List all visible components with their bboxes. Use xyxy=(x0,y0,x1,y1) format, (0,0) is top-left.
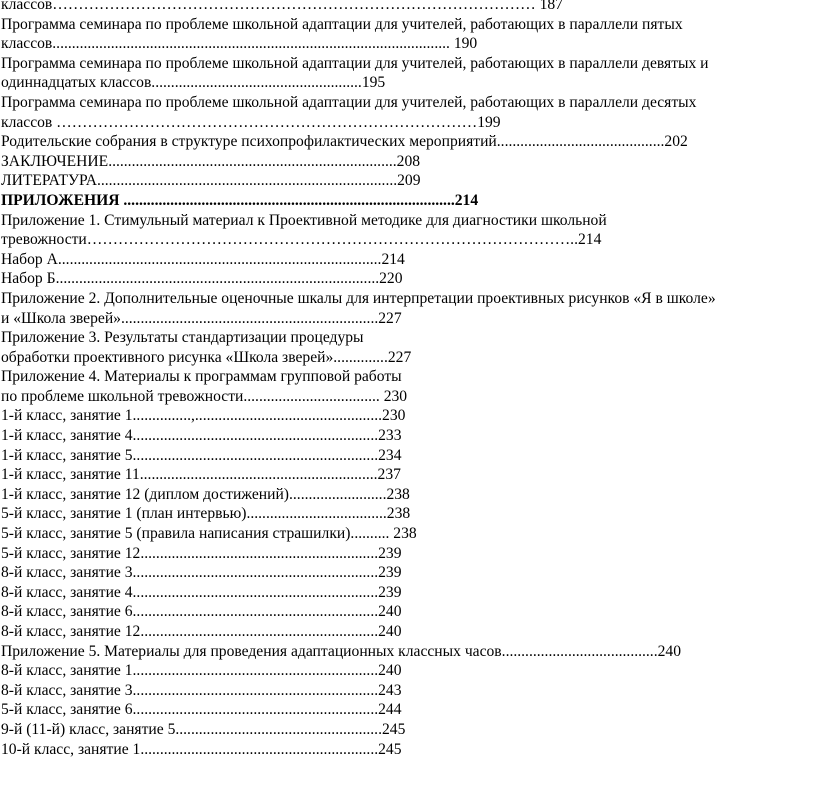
toc-line: Приложение 3. Результаты стандартизации процедуры xyxy=(1,329,364,347)
toc-line: 8-й класс, занятие 3...............................................................239 xyxy=(1,564,402,582)
toc-line: Приложение 4. Материалы к программам групповой работы xyxy=(1,368,402,386)
toc-line: Родительские собрания в структуре психопрофилактических мероприятий...........................................202 xyxy=(1,133,688,151)
toc-line: ЛИТЕРАТУРА.............................................................................209 xyxy=(1,172,421,190)
toc-line: 1-й класс, занятие 1...............,................................................230 xyxy=(1,407,406,425)
toc-line: 8-й класс, занятие 1...............................................................240 xyxy=(1,662,402,680)
toc-line: 1-й класс, занятие 5...............................................................234 xyxy=(1,446,402,464)
toc-line: 8-й класс, занятие 12.............................................................240 xyxy=(1,623,402,640)
toc-line: 8-й класс, занятие 4...............................................................239 xyxy=(1,583,402,601)
toc-line: 1-й класс, занятие 11.............................................................237 xyxy=(1,466,401,484)
toc-line: одиннадцатых классов......................................................195 xyxy=(1,74,386,92)
toc-line: тревожности…………………………………………………………………………………..214 xyxy=(1,231,602,249)
toc-line: классов………………………………………………………………………………… 187 xyxy=(1,0,563,13)
toc-line: 8-й класс, занятие 6...............................................................240 xyxy=(1,603,402,621)
toc-line: 8-й класс, занятие 3...............................................................243 xyxy=(1,681,402,699)
toc-line: и «Школа зверей»..................................................................227 xyxy=(1,309,402,327)
toc-line: обработки проективного рисунка «Школа зверей»..............227 xyxy=(1,348,412,366)
toc-line: Набор А...................................................................................214 xyxy=(1,250,405,268)
toc-line: Программа семинара по проблеме школьной адаптации для учителей, работающих в параллели девятых и xyxy=(1,54,709,72)
toc-line: 5-й класс, занятие 5 (правила написания страшилки).......... 238 xyxy=(1,525,417,543)
toc-line: Набор Б...................................................................................220 xyxy=(1,270,403,288)
toc-line: классов...................................................................................................... 190 xyxy=(1,35,478,53)
toc-line: Программа семинара по проблеме школьной адаптации для учителей, работающих в параллели пятых xyxy=(1,15,683,33)
toc-line: 9-й (11-й) класс, занятие 5.....................................................245 xyxy=(1,720,406,738)
toc-line: Приложение 1. Стимульный материал к Проективной методике для диагностики школьной xyxy=(1,211,607,229)
toc-line: Программа семинара по проблеме школьной адаптации для учителей, работающих в параллели десятых xyxy=(1,93,697,111)
toc-line: 5-й класс, занятие 12.............................................................239 xyxy=(1,544,402,562)
toc-line: 5-й класс, занятие 6...............................................................244 xyxy=(1,701,402,719)
toc-line: Приложение 5. Материалы для проведения адаптационных классных часов........................................240 xyxy=(1,642,681,660)
toc-line: 1-й класс, занятие 12 (диплом достижений).........................238 xyxy=(1,485,410,503)
toc-line: 1-й класс, занятие 4...............................................................233 xyxy=(1,427,402,445)
toc-line: ПРИЛОЖЕНИЯ .....................................................................................214 xyxy=(1,191,479,209)
toc-line: 5-й класс, занятие 1 (план интервью)....................................238 xyxy=(1,505,411,523)
table-of-contents xyxy=(1,0,813,759)
toc-line: по проблеме школьной тревожности................................... 230 xyxy=(1,387,408,405)
toc-line: Приложение 2. Дополнительные оценочные шкалы для интерпретации проективных рисунков «Я в школе» xyxy=(1,289,716,307)
toc-line: классов ………………………………………………………………………199 xyxy=(1,113,501,131)
toc-line: ЗАКЛЮЧЕНИЕ..........................................................................208 xyxy=(1,152,421,170)
toc-line: 10-й класс, занятие 1.............................................................245 xyxy=(1,740,402,758)
